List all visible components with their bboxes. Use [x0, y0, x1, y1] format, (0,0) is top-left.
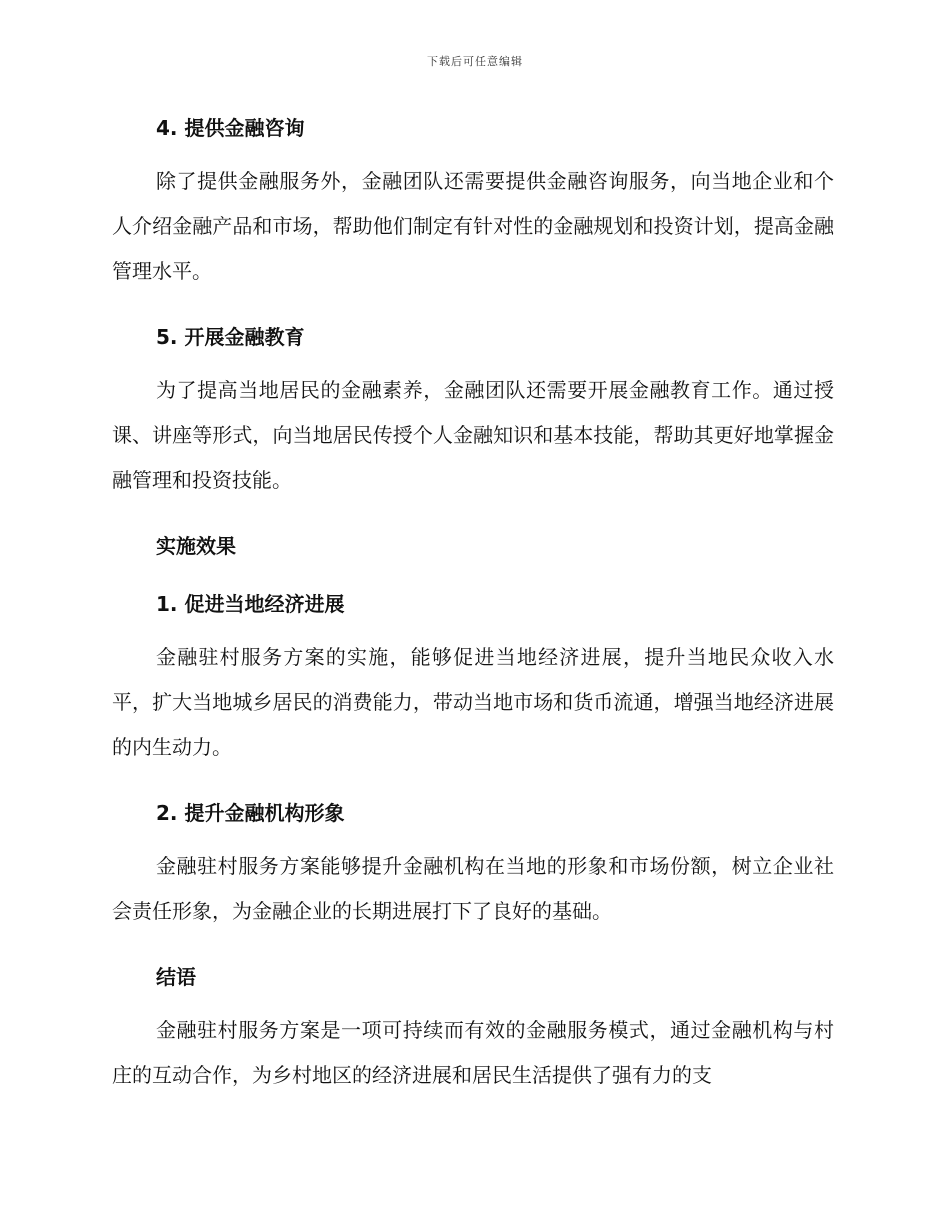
section-heading-financial-education: 5. 开展金融教育 — [156, 325, 305, 349]
section-paragraph-conclusion: 金融驻村服务方案是一项可持续而有效的金融服务模式，通过金融机构与村庄的互动合作，为乡村地区的经济进展和居民生活提供了强有力的支 — [112, 1018, 834, 1087]
document-body — [112, 113, 834, 1098]
section-paragraph-promote-local-economy: 金融驻村服务方案的实施，能够促进当地经济进展，提升当地民众收入水平，扩大当地城乡居民的消费能力，带动当地市场和货币流通，增强当地经济进展的内生动力。 — [112, 645, 834, 759]
page-header: 下载后可任意编辑 — [427, 55, 523, 68]
section-paragraph-financial-education: 为了提高当地居民的金融素养，金融团队还需要开展金融教育工作。通过授课、讲座等形式，向当地居民传授个人金融知识和基本技能，帮助其更好地掌握金融管理和投资技能。 — [112, 378, 834, 492]
section-heading-institution-image: 2. 提升金融机构形象 — [156, 801, 345, 825]
section-paragraph-financial-consulting: 除了提供金融服务外，金融团队还需要提供金融咨询服务，向当地企业和个人介绍金融产品和市场，帮助他们制定有针对性的金融规划和投资计划，提高金融管理水平。 — [112, 169, 834, 283]
section-heading-financial-consulting: 4. 提供金融咨询 — [156, 116, 305, 140]
section-paragraph-institution-image: 金融驻村服务方案能够提升金融机构在当地的形象和市场份额，树立企业社会责任形象，为金融企业的长期进展打下了良好的基础。 — [112, 854, 834, 923]
section-heading-conclusion: 结语 — [156, 965, 196, 989]
section-heading-implementation-effects: 实施效果 — [156, 534, 236, 558]
section-heading-promote-local-economy: 1. 促进当地经济进展 — [156, 592, 345, 616]
